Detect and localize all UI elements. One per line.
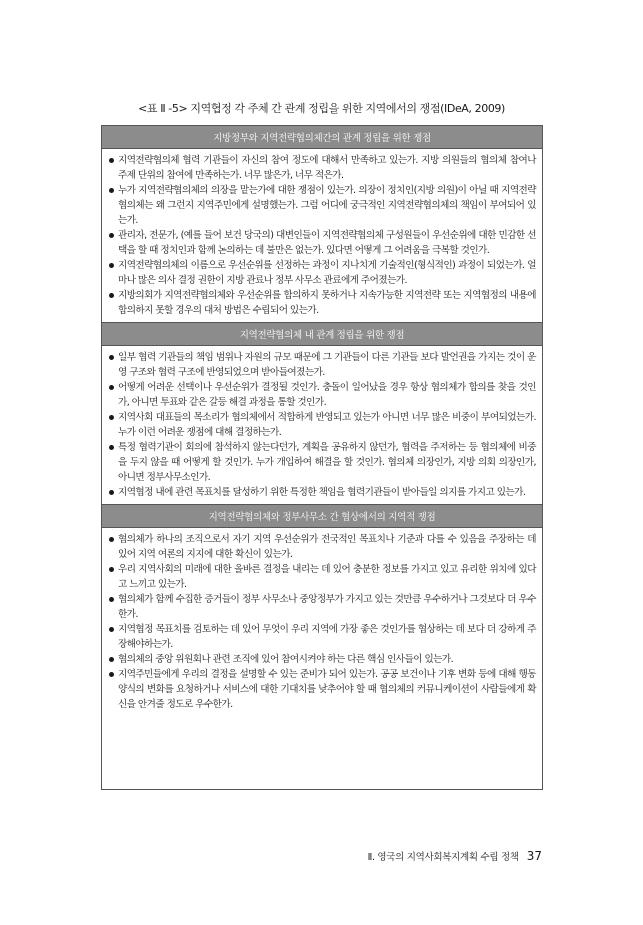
list-item: 지역협정 목표치를 검토하는 데 있어 무엇이 우리 지역에 가장 좋은 것인가를 협상하는 데 보다 더 강하게 주장해야하는가. [109,622,536,652]
list-item: 우리 지역사회의 미래에 대한 올바른 결정을 내리는 데 있어 충분한 정보를 가지고 있고 유리한 위치에 있다고 느끼고 있는가. [109,562,536,592]
list-item: 어떻게 어려운 선택이나 우선순위가 결정될 것인가. 충돌이 일어났을 경우 항상 협의체가 합의를 찾을 것인가, 아니면 투표와 같은 갈등 해결 과정을 통할 것인가. [109,380,536,410]
list-item: 지역전략협의체 협력 기관들이 자신의 참여 정도에 대해서 만족하고 있는가. 지방 의원들의 협의체 참여나 주제 단위의 참여에 만족하는가. 너무 많은가, 너무 적은가. [109,153,536,183]
list-item: 특정 협력기관이 회의에 참석하지 않는다던가, 계획을 공유하지 않던가, 협력을 주저하는 등 협의체에 비중을 두지 않을 때 어떻게 할 것인가. 누가 개입하여 해결을 할 것인가. 협의체 의장인가, 지방 의회 의장인가, 아니면 정부사무소인가. [109,440,536,485]
chapter-title: Ⅱ. 영국의 지역사회복지계획 수립 정책 [367,852,519,863]
table-caption: <표 Ⅱ -5> 지역협정 각 주체 간 관계 정립을 위한 지역에서의 쟁점(IDeA, 2009) [138,102,505,115]
section-header-government-office: 지역전략협의체와 정부사무소 간 협상에서의 지역적 쟁점 [102,504,542,528]
page-number: 37 [526,849,542,863]
list-item: 협의체가 하나의 조직으로서 자기 지역 우선순위가 전국적인 목표치나 기준과 다를 수 있음을 주장하는 데 있어 지역 여론의 지지에 대한 확신이 있는가. [109,532,536,562]
list-item: 지역전략협의체의 이름으로 우선순위를 선정하는 과정이 지나치게 기술적인(형식적인) 과정이 되었는가. 얼마나 많은 의사 결정 권한이 지방 관료나 정부 사무소 관료에게 주어졌는가. [109,258,536,288]
list-item: 협의체의 중앙 위원회나 관련 조직에 있어 참여시켜야 하는 다른 핵심 인사들이 있는가. [109,652,536,667]
section-header-partnership-internal: 지역전략협의체 내 관계 정립을 위한 쟁점 [102,322,542,346]
list-item: 누가 지역전략협의체의 의장을 맡는가에 대한 쟁점이 있는가. 의장이 정치인(지방 의원)이 아닐 때 지역전략협의체는 왜 그런지 지역주민에게 설명했는가. 그럼 어디에 궁극적인 지역전략협의체의 책임이 부여되어 있는가. [109,183,536,228]
list-item: 지방의회가 지역전략협의체와 우선순위를 합의하지 못하거나 지속가능한 지역전략 또는 지역협정의 내용에 합의하지 못할 경우의 대처 방법은 수립되어 있는가. [109,288,536,318]
list-item: 일부 협력 기관들의 책임 범위나 자원의 규모 때문에 그 기관들이 다른 기관들 보다 발언권을 가지는 것이 운영 구조와 협력 구조에 반영되었으며 받아들여졌는가. [109,350,536,380]
list-item: 지역협정 내에 관련 목표치를 달성하기 위한 특정한 책임을 협력기관들이 받아들일 의지를 가지고 있는가. [109,485,536,500]
section-body-local-government [102,149,542,322]
section-header-local-government: 지방정부와 지역전략협의체간의 관계 정립을 위한 쟁점 [102,126,542,149]
issues-table [101,125,543,790]
section-body-government-office [102,528,542,716]
page-footer [368,849,542,863]
list-item: 지역사회 대표들의 목소리가 협의체에서 적합하게 반영되고 있는가 아니면 너무 많은 비중이 부여되었는가. 누가 이런 어려운 쟁점에 대해 결정하는가. [109,410,536,440]
section-body-partnership-internal [102,346,542,504]
list-item: 관리자, 전문가, (예를 들어 보건 당국의) 대변인들이 지역전략협의체 구성원들이 우선순위에 대한 민감한 선택을 할 때 정치인과 함께 논의하는 데 불만은 없는가. 있다면 어떻게 그 어려움을 극복할 것인가. [109,228,536,258]
list-item: 협의체가 함께 수집한 증거들이 정부 사무소나 중앙정부가 가지고 있는 것만큼 우수하거나 그것보다 더 우수한가. [109,592,536,622]
list-item: 지역주민들에게 우리의 결정을 설명할 수 있는 준비가 되어 있는가. 공공 보건이나 기후 변화 등에 대해 행동양식의 변화를 요청하거나 서비스에 대한 기대치를 낮추어야 할 때 협의체의 커뮤니케이션이 사람들에게 확신을 안겨줄 정도로 우수한가. [109,667,536,712]
